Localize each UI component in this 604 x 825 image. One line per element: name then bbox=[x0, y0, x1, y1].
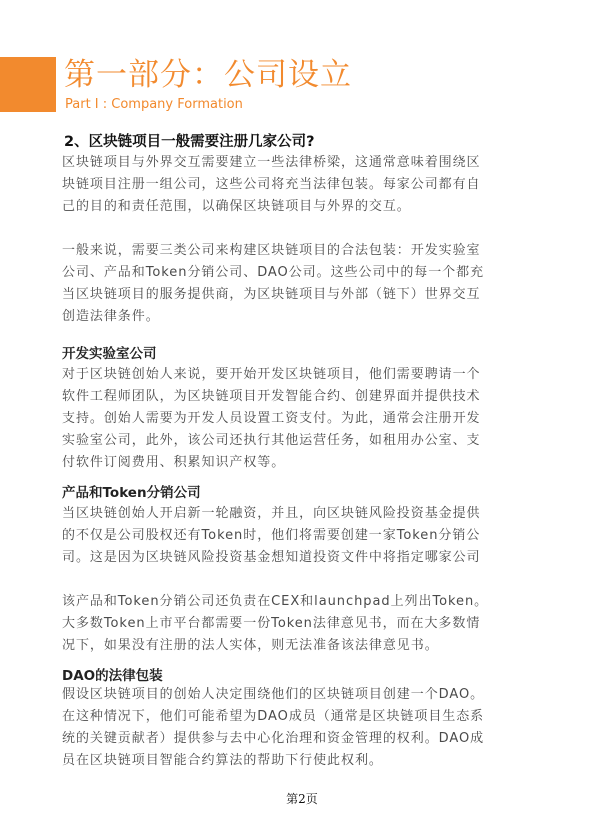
text-line: 付软件订阅费用、积累知识产权等。 bbox=[62, 455, 286, 470]
token-listing-paragraph bbox=[62, 591, 542, 657]
dev-lab-paragraph bbox=[62, 364, 542, 474]
text-line: 员在区块链项目智能合约算法的帮助下行使此权利。 bbox=[62, 753, 383, 768]
text-line: 一般来说，需要三类公司来构建区块链项目的合法包装：开发实验室 bbox=[62, 243, 481, 258]
text-line: 软件工程师团队，为区块链项目开发智能合约、创建界面并提供技术 bbox=[62, 389, 481, 404]
text-line: 公司、产品和Token分销公司、DAO公司。这些公司中的每一个都充 bbox=[62, 265, 485, 280]
text-line: 当区块链创始人开启新一轮融资，并且，向区块链风险投资基金提供 bbox=[62, 506, 481, 521]
text-line: 的不仅是公司股权还有Token时，他们将需要创建一家Token分销公 bbox=[62, 528, 481, 543]
text-line: 况下，如果没有注册的法人实体，则无法准备该法律意见书。 bbox=[62, 638, 439, 653]
text-line: 块链项目注册一组公司，这些公司将充当法律包装。每家公司都有自 bbox=[62, 177, 481, 192]
dev-lab-heading: 开发实验室公司 bbox=[62, 346, 157, 362]
text-line: 统的关键贡献者）提供参与去中心化治理和资金管理的权利。DAO成 bbox=[62, 731, 485, 746]
intro-paragraph bbox=[62, 152, 542, 218]
page-title: 第一部分：公司设立 bbox=[64, 57, 352, 93]
dao-heading: DAO的法律包装 bbox=[62, 668, 163, 684]
text-line: 大多数Token上市平台都需要一份Token法律意见书，而在大多数情 bbox=[62, 616, 481, 631]
text-line: 司。这是因为区块链风险投资基金想知道投资文件中将指定哪家公司 bbox=[62, 550, 481, 565]
token-dist-paragraph bbox=[62, 503, 542, 569]
page-number: 第2页 bbox=[286, 792, 318, 806]
text-line: 该产品和Token分销公司还负责在CEX和launchpad上列出Token。 bbox=[62, 594, 489, 609]
text-line: 支持。创始人需要为开发人员设置工资支付。为此，通常会注册开发 bbox=[62, 411, 481, 426]
token-dist-heading: 产品和Token分销公司 bbox=[62, 485, 201, 501]
page-subtitle: Part I : Company Formation bbox=[65, 97, 243, 112]
text-line: 创造法律条件。 bbox=[62, 309, 160, 324]
question-heading: 2、区块链项目一般需要注册几家公司? bbox=[64, 134, 315, 150]
text-line: 己的目的和责任范围，以确保区块链项目与外界的交互。 bbox=[62, 199, 411, 214]
text-line: 实验室公司，此外，该公司还执行其他运营任务，如租用办公室、支 bbox=[62, 433, 481, 448]
text-line: 对于区块链创始人来说，要开始开发区块链项目，他们需要聘请一个 bbox=[62, 367, 481, 382]
text-line: 当区块链项目的服务提供商，为区块链项目与外部（链下）世界交互 bbox=[62, 287, 481, 302]
text-line: 区块链项目与外界交互需要建立一些法律桥梁，这通常意味着围绕区 bbox=[62, 155, 481, 170]
text-line: 在这种情况下，他们可能希望为DAO成员（通常是区块链项目生态系 bbox=[62, 709, 485, 724]
text-line: 假设区块链项目的创始人决定围绕他们的区块链项目创建一个DAO。 bbox=[62, 687, 485, 702]
orange-accent-block bbox=[0, 57, 56, 112]
company-types-paragraph bbox=[62, 240, 542, 328]
dao-paragraph bbox=[62, 684, 542, 772]
